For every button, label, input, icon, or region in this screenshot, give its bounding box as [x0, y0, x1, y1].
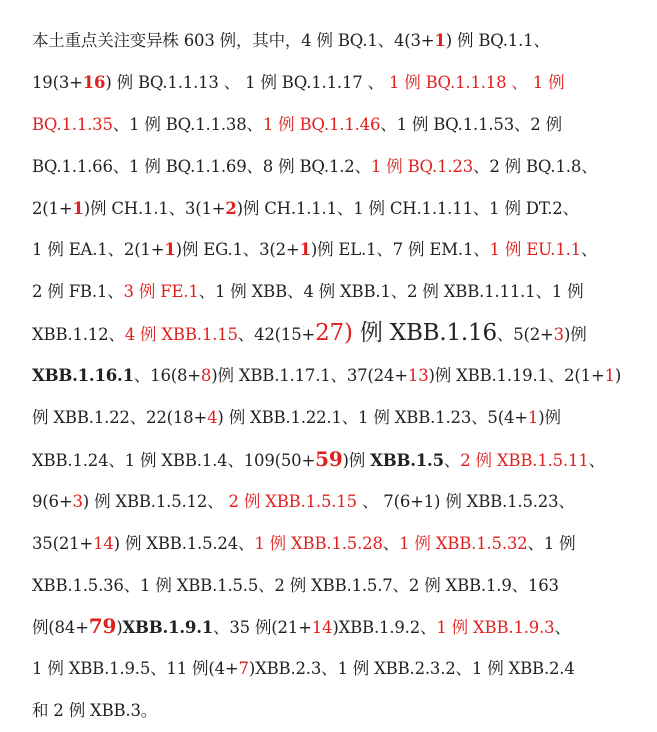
text-segment: 、16(8+: [133, 366, 201, 386]
text-line: [32, 481, 632, 523]
highlighted-text-segment: 13: [407, 366, 429, 386]
highlighted-text-segment: 4 例 XBB.1.15: [124, 325, 238, 345]
text-segment: ): [116, 618, 123, 638]
text-line: [32, 20, 632, 62]
text-segment: 、2 例 BQ.1.8、: [473, 156, 598, 176]
text-segment: )例 EG.1、3(2+: [175, 240, 300, 260]
text-segment: 1 例 XBB.1.9.5、11 例(4+: [32, 659, 239, 679]
highlighted-text-segment: 1 例 BQ.1.23: [370, 156, 474, 176]
highlighted-text-segment: 16: [82, 72, 106, 92]
highlighted-text-segment: 1 例 XBB.1.9.3: [436, 618, 555, 638]
document-body: [32, 20, 632, 732]
highlighted-text-segment: 7: [238, 659, 249, 679]
text-segment: BQ.1.1.66、1 例 BQ.1.1.69、8 例 BQ.1.2、: [32, 156, 371, 176]
highlighted-text-segment: 14: [311, 618, 333, 638]
text-segment: 、: [588, 450, 605, 470]
text-segment: ): [614, 366, 622, 386]
text-segment: 、42(15+: [237, 325, 316, 345]
text-segment: )例: [342, 450, 371, 470]
text-segment: XBB.1.9.1: [122, 618, 214, 638]
text-segment: 、: [580, 240, 598, 260]
text-segment: 19(3+: [32, 72, 83, 92]
highlighted-text-segment: 1: [299, 240, 311, 260]
text-segment: )例 EL.1、7 例 EM.1、: [310, 240, 490, 260]
text-line: [32, 648, 632, 690]
highlighted-text-segment: 1 例 BQ.1.1.46: [262, 114, 381, 134]
highlighted-text-segment: 1: [72, 198, 84, 218]
text-line: [32, 690, 632, 732]
highlighted-text-segment: 1: [604, 366, 615, 386]
text-segment: 2(1+: [32, 198, 73, 218]
text-segment: 、 7(6+1) 例 XBB.1.5.23、: [356, 491, 575, 511]
text-segment: 9(6+: [32, 491, 73, 511]
text-segment: 例 XBB.1.22、22(18+: [32, 408, 208, 428]
text-segment: 、5(2+: [496, 325, 554, 345]
text-segment: XBB.1.5: [370, 450, 444, 470]
text-segment: 本土重点关注变异株 603 例，其中，4 例 BQ.1、4(3+: [32, 31, 435, 50]
highlighted-text-segment: 8: [200, 366, 212, 386]
highlighted-text-segment: 1 例 XBB.1.5.28: [254, 533, 383, 553]
text-segment: 例 XBB.1.16: [352, 320, 497, 347]
highlighted-text-segment: 1: [164, 240, 176, 260]
text-segment: 、1 例 BQ.1.1.53、2 例: [380, 114, 562, 134]
text-line: [32, 271, 632, 313]
text-segment: 例(84+: [32, 618, 89, 638]
text-segment: ) 例 XBB.1.5.24、: [113, 533, 255, 553]
text-line: [32, 397, 632, 439]
text-line: [32, 565, 632, 607]
text-segment: XBB.1.24、1 例 XBB.1.4、109(50+: [32, 450, 316, 470]
text-segment: )XBB.1.9.2、: [332, 618, 437, 638]
text-line: [32, 355, 632, 397]
text-line: [32, 146, 632, 188]
text-segment: XBB.1.5.36、1 例 XBB.1.5.5、2 例 XBB.1.5.7、2 例 XBB.1.9、163: [32, 575, 559, 595]
text-segment: ) 例 BQ.1.1、: [445, 31, 550, 50]
text-segment: )例: [538, 408, 561, 428]
text-segment: XBB.1.12、: [32, 325, 125, 345]
text-line: [32, 62, 632, 104]
highlighted-text-segment: 1 例 BQ.1.1.18 、 1 例: [388, 72, 565, 92]
text-segment: 、35 例(21+: [213, 618, 312, 638]
text-segment: )例 CH.1.1、3(1+: [83, 198, 226, 218]
text-line: [32, 313, 632, 355]
text-line: [32, 439, 632, 481]
text-line: [32, 523, 632, 565]
highlighted-text-segment: 1: [434, 31, 446, 50]
text-segment: ) 例 XBB.1.5.12、: [82, 491, 229, 511]
text-segment: ) 例 BQ.1.1.13 、 1 例 BQ.1.1.17 、: [105, 72, 389, 92]
highlighted-text-segment: 1 例 XBB.1.5.32: [399, 533, 528, 553]
highlighted-text-segment: 3: [553, 325, 564, 345]
highlighted-text-segment: BQ.1.1.35: [32, 114, 113, 134]
text-segment: )例: [563, 325, 587, 345]
highlighted-text-segment: 2 例 XBB.1.5.15: [228, 491, 357, 511]
text-segment: )XBB.2.3、1 例 XBB.2.3.2、1 例 XBB.2.4: [248, 659, 575, 679]
highlighted-text-segment: 1: [527, 408, 539, 428]
highlighted-text-segment: 3: [72, 491, 83, 511]
text-segment: 1 例 EA.1、2(1+: [32, 240, 165, 260]
highlighted-text-segment: 27): [315, 320, 353, 347]
text-line: [32, 229, 632, 271]
highlighted-text-segment: 3 例 FE.1: [123, 282, 199, 302]
text-segment: 和 2 例 XBB.3。: [32, 701, 158, 721]
text-segment: 、: [443, 450, 461, 470]
highlighted-text-segment: 4: [207, 408, 218, 428]
text-line: [32, 104, 632, 146]
text-segment: 2 例 FB.1、: [32, 282, 124, 302]
text-segment: 、1 例 BQ.1.1.38、: [112, 114, 263, 134]
text-segment: )例 XBB.1.19.1、2(1+: [428, 366, 605, 386]
highlighted-text-segment: 79: [88, 614, 117, 639]
text-segment: 、: [554, 618, 571, 638]
text-segment: ) 例 XBB.1.22.1、1 例 XBB.1.23、5(4+: [217, 408, 528, 428]
highlighted-text-segment: 1 例 EU.1.1: [489, 240, 581, 260]
text-segment: 、: [382, 533, 400, 553]
highlighted-text-segment: 59: [315, 446, 343, 471]
text-segment: 35(21+: [32, 533, 94, 553]
text-segment: 、1 例 XBB、4 例 XBB.1、2 例 XBB.1.11.1、1 例: [198, 282, 584, 302]
text-segment: )例 CH.1.1.1、1 例 CH.1.1.11、1 例 DT.2、: [236, 198, 579, 218]
text-line: [32, 188, 632, 230]
text-line: [32, 606, 632, 648]
text-segment: XBB.1.16.1: [32, 366, 134, 386]
highlighted-text-segment: 14: [93, 533, 114, 553]
text-segment: )例 XBB.1.17.1、37(24+: [211, 366, 408, 386]
text-segment: 、1 例: [527, 533, 576, 553]
highlighted-text-segment: 2 例 XBB.1.5.11: [460, 450, 589, 470]
highlighted-text-segment: 2: [225, 198, 237, 218]
